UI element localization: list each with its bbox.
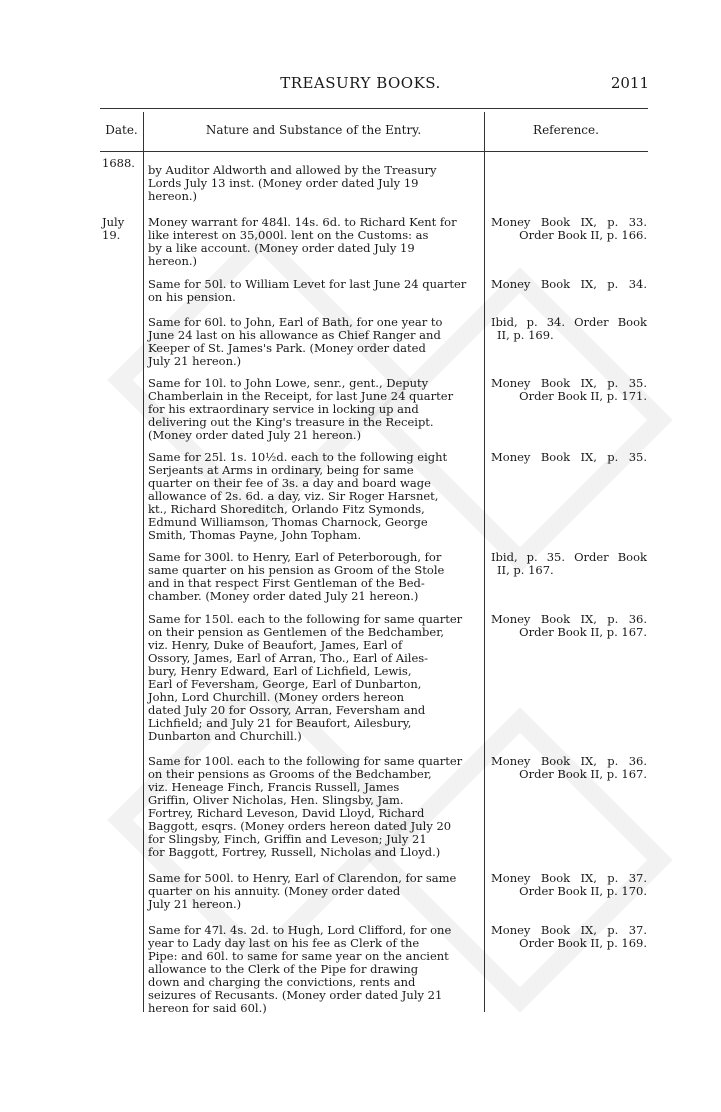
watermark-diamond — [380, 277, 660, 560]
entry-date: July 19. — [102, 215, 125, 242]
watermark-diamond — [380, 720, 660, 1000]
entry-line: like interest on 35,000l. lent on the Customs: as — [148, 228, 429, 242]
watermark-diamond — [120, 240, 400, 520]
entry-line: kt., Richard Shoreditch, Orlando Fitz Symonds, — [148, 502, 425, 516]
entry-line: Same for 25l. 1s. 10½d. each to the following eight — [148, 450, 448, 464]
watermark-diamond — [120, 680, 400, 960]
reference-line: Ibid, p. 34. Order Book — [491, 315, 647, 329]
reference-line: Money Book IX, p. 37. — [491, 871, 647, 885]
reference-line: Order Book II, p. 170. — [519, 884, 647, 898]
entry-line: Same for 100l. each to the following for same quarter — [148, 754, 463, 768]
entry-line: dated July 20 for Ossory, Arran, Feversham and — [148, 703, 426, 717]
entry-line: down and charging the convictions, rents and — [148, 975, 416, 989]
reference-line: Money Book IX, p. 35. — [491, 376, 647, 390]
entry-line: for Baggott, Fortrey, Russell, Nicholas and Lloyd.) — [148, 845, 441, 859]
entry-line: hereon.) — [148, 254, 197, 268]
reference-line: II, p. 167. — [497, 563, 554, 577]
reference-line: Money Book IX, p. 35. — [491, 450, 647, 464]
entry-line: Pipe: and 60l. to same for same year on the ancient — [148, 949, 449, 963]
entry-line: on their pensions as Grooms of the Bedchamber, — [148, 767, 432, 781]
entry-line: for Slingsby, Finch, Griffin and Leveson; July 21 — [148, 832, 427, 846]
entry-line: Lichfield; and July 21 for Beaufort, Ailesbury, — [148, 716, 412, 730]
entry-line: chamber. (Money order dated July 21 hereon.) — [148, 589, 419, 603]
entry-line: same quarter on his pension as Groom of the Stole — [148, 563, 445, 577]
entry-line: on his pension. — [148, 290, 236, 304]
entry-line: Same for 60l. to John, Earl of Bath, for one year to — [148, 315, 443, 329]
reference-line: Order Book II, p. 171. — [519, 389, 647, 403]
reference-line: II, p. 169. — [497, 328, 554, 342]
reference-line: Money Book IX, p. 37. — [491, 923, 647, 937]
entry-line: Baggott, esqrs. (Money orders hereon dated July 20 — [148, 819, 452, 833]
entry-line: by Auditor Aldworth and allowed by the Treasury — [148, 163, 437, 177]
entry-line: year to Lady day last on his fee as Clerk of the — [148, 936, 420, 950]
entry-line: Same for 47l. 4s. 2d. to Hugh, Lord Clifford, for one — [148, 923, 452, 937]
entry-line: (Money order dated July 21 hereon.) — [148, 428, 362, 442]
entry-line: quarter on their fee of 3s. a day and board wage — [148, 476, 431, 490]
entry-line: Same for 300l. to Henry, Earl of Peterborough, for — [148, 550, 442, 564]
reference-line: Money Book IX, p. 36. — [491, 612, 647, 626]
entry-line: for his extraordinary service in locking up and — [148, 402, 419, 416]
reference-line: Money Book IX, p. 34. — [491, 277, 647, 291]
column-header-reference: Reference. — [533, 123, 599, 137]
column-header-date: Date. — [105, 123, 138, 137]
page-number: 2011 — [610, 74, 649, 92]
entry-line: Chamberlain in the Receipt, for last June 24 quarter — [148, 389, 454, 403]
entry-line: Earl of Feversham, George, Earl of Dunbarton, — [148, 677, 422, 691]
year-label: 1688. — [102, 156, 135, 170]
entry-line: Same for 150l. each to the following for same quarter — [148, 612, 463, 626]
entry-line: by a like account. (Money order dated July 19 — [148, 241, 415, 255]
entry-line: Serjeants at Arms in ordinary, being for same — [148, 463, 414, 477]
entry-line: hereon.) — [148, 189, 197, 203]
entry-line: delivering out the King's treasure in the Receipt. — [148, 415, 434, 429]
reference-line: Money Book IX, p. 36. — [491, 754, 647, 768]
entry-line: June 24 last on his allowance as Chief Ranger and — [148, 328, 441, 342]
entry-line: seizures of Recusants. (Money order dated July 21 — [148, 988, 443, 1002]
entry-line: hereon for said 60l.) — [148, 1001, 267, 1015]
entry-line: Same for 500l. to Henry, Earl of Clarendon, for same — [148, 871, 457, 885]
entry-line: Money warrant for 484l. 14s. 6d. to Richard Kent for — [148, 215, 457, 229]
entry-line: viz. Henry, Duke of Beaufort, James, Earl of — [148, 638, 403, 652]
entry-line: Griffin, Oliver Nicholas, Hen. Slingsby, Jam. — [148, 793, 404, 807]
entry-line: and in that respect First Gentleman of the Bed- — [148, 576, 425, 590]
entry-line: Lords July 13 inst. (Money order dated July 19 — [148, 176, 419, 190]
entry-line: July 21 hereon.) — [148, 897, 242, 911]
running-title: TREASURY BOOKS. — [280, 74, 441, 92]
entry-line: allowance of 2s. 6d. a day, viz. Sir Roger Harsnet, — [148, 489, 439, 503]
entry-line: Same for 50l. to William Levet for last June 24 quarter — [148, 277, 467, 291]
column-header-nature: Nature and Substance of the Entry. — [205, 123, 422, 137]
entry-line: Ossory, James, Earl of Arran, Tho., Earl of Ailes- — [148, 651, 429, 665]
reference-line: Money Book IX, p. 33. — [491, 215, 647, 229]
reference-line: Ibid, p. 35. Order Book — [491, 550, 647, 564]
entry-line: Same for 10l. to John Lowe, senr., gent., Deputy — [148, 376, 429, 390]
entry-line: bury, Henry Edward, Earl of Lichfield, Lewis, — [148, 664, 412, 678]
reference-line: Order Book II, p. 167. — [519, 625, 647, 639]
entry-line: July 21 hereon.) — [148, 354, 242, 368]
entry-line: allowance to the Clerk of the Pipe for drawing — [148, 962, 419, 976]
entry-line: quarter on his annuity. (Money order dated — [148, 884, 401, 898]
entry-line: Dunbarton and Churchill.) — [148, 729, 302, 743]
entry-line: viz. Heneage Finch, Francis Russell, James — [148, 780, 400, 794]
entry-line: Edmund Williamson, Thomas Charnock, George — [148, 515, 428, 529]
entry-line: John, Lord Churchill. (Money orders hereon — [148, 690, 405, 704]
reference-line: Order Book II, p. 166. — [519, 228, 647, 242]
reference-line: Order Book II, p. 167. — [519, 767, 647, 781]
reference-line: Order Book II, p. 169. — [519, 936, 647, 950]
entry-line: Fortrey, Richard Leveson, David Lloyd, Richard — [148, 806, 425, 820]
entry-line: on their pension as Gentlemen of the Bedchamber, — [148, 625, 445, 639]
entry-line: Smith, Thomas Payne, John Topham. — [148, 528, 362, 542]
entry-line: Keeper of St. James's Park. (Money order dated — [148, 341, 426, 355]
